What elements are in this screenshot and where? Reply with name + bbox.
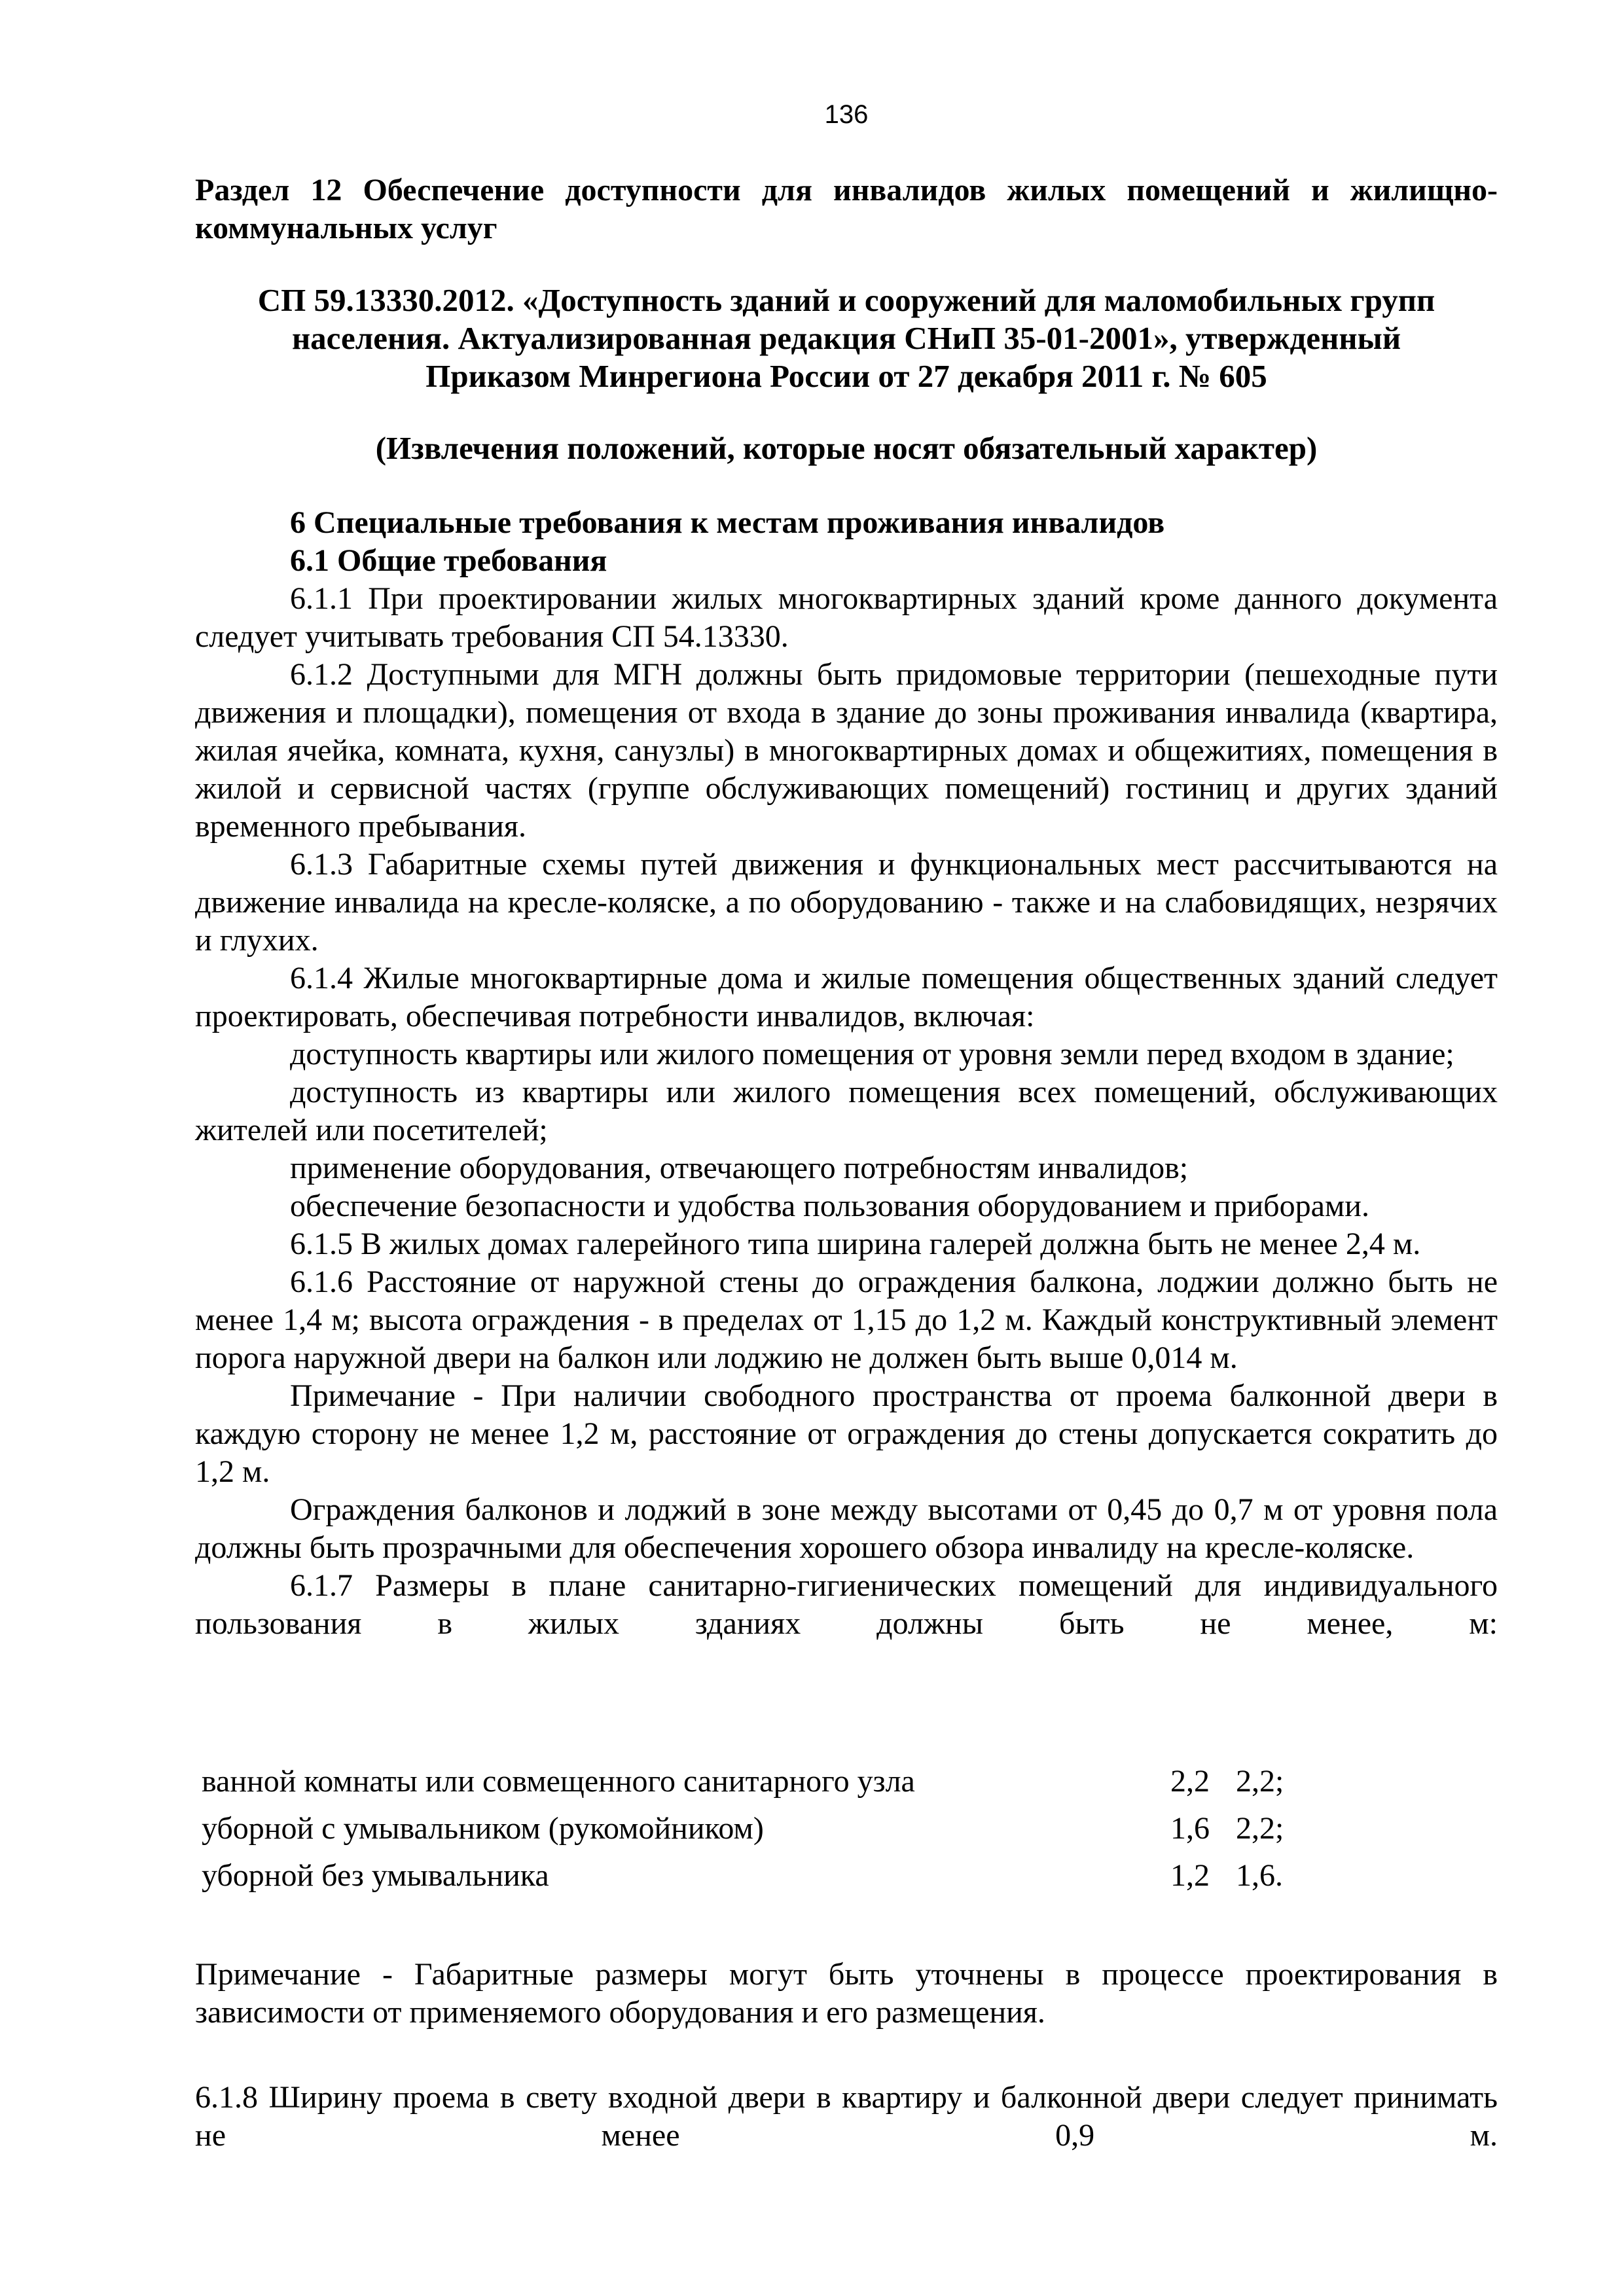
room-sizes-table [202,1758,1314,1899]
room-width-value: 1,2 [1170,1858,1210,1893]
table-row [202,1852,1314,1899]
paragraph-6-1-7: 6.1.7 Размеры в плане санитарно-гигиенических помещений для индивидуального пользования в жилых зданиях должны быть не менее, м: [195,1568,1498,1641]
sp-title-line: Приказом Минрегиона России от 27 декабря 2011 г. № 605 [425,358,1267,394]
paragraph-6-1-6: 6.1.6 Расстояние от наружной стены до ограждения балкона, лоджии должно быть не менее 1,4 м; высота ограждения - в пределах от 1,15 до 1,2 м. Каждый конструктивный элемент порога наружной двери на балкон или лоджию не должен быть выше 0,014 м. [195,1265,1498,1375]
body-text [195,504,1498,1643]
room-width-value: 1,6 [1170,1811,1210,1846]
paragraph-balcony-fences: Ограждения балконов и лоджий в зоне между высотами от 0,45 до 0,7 м от уровня пола должны быть прозрачными для обеспечения хорошего обзора инвалиду на кресле-коляске. [195,1492,1498,1565]
paragraph-6-1-4: 6.1.4 Жилые многоквартирные дома и жилые помещения общественных зданий следует проектировать, обеспечивая потребности инвалидов, включая: [195,961,1498,1033]
list-item-apartment-access: доступность квартиры или жилого помещения от уровня земли перед входом в здание; [290,1037,1454,1071]
paragraph-6-1-1: 6.1.1 При проектировании жилых многоквартирных зданий кроме данного документа следует учитывать требования СП 54.13330. [195,581,1498,654]
list-item-equipment: применение оборудования, отвечающего потребностям инвалидов; [290,1151,1189,1185]
list-item-safety: обеспечение безопасности и удобства пользования оборудованием и приборами. [290,1189,1369,1223]
room-type-label: ванной комнаты или совмещенного санитарного узла [202,1764,915,1799]
paragraph-6-1-3: 6.1.3 Габаритные схемы путей движения и функциональных мест рассчитываются на движение инвалида на кресле-коляске, а по оборудованию - также и на слабовидящих, незрячих и глухих. [195,847,1498,958]
list-item-rooms-access: доступность из квартиры или жилого помещения всех помещений, обслуживающих жителей или посетителей; [195,1075,1498,1147]
paragraph-6-1-8: 6.1.8 Ширину проема в свету входной двери в квартиру и балконной двери следует принимать не менее 0,9 м. [195,2080,1498,2153]
room-type-label: уборной без умывальника [202,1858,549,1893]
room-length-value: 2,2; [1236,1811,1284,1846]
sp-title [195,281,1498,395]
room-length-value: 2,2; [1236,1764,1284,1799]
note-dimensions: Примечание - Габаритные размеры могут быть уточнены в процессе проектирования в зависимости от применяемого оборудования и его размещения. [195,1957,1498,2030]
sp-title-line: СП 59.13330.2012. «Доступность зданий и сооружений для маломобильных групп [257,282,1435,318]
heading-section-6: 6 Специальные требования к местам проживания инвалидов [290,505,1165,540]
extract-note: (Извлечения положений, которые носят обязательный характер) [375,430,1318,466]
room-length-value: 1,6. [1236,1858,1283,1893]
paragraph-6-1-5: 6.1.5 В жилых домах галерейного типа ширина галерей должна быть не менее 2,4 м. [290,1227,1421,1261]
note-balcony-space: Примечание - При наличии свободного пространства от проема балконной двери в каждую сторону не менее 1,2 м, расстояние от ограждения до стены допускается сократить до 1,2 м. [195,1378,1498,1489]
page-number: 136 [824,100,869,129]
heading-subsection-6-1: 6.1 Общие требования [290,543,607,578]
sp-title-line: населения. Актуализированная редакция СНиП 35-01-2001», утвержденный [291,320,1401,356]
table-row [202,1758,1314,1805]
table-row [202,1805,1314,1852]
paragraph-6-1-2: 6.1.2 Доступными для МГН должны быть придомовые территории (пешеходные пути движения и площадки), помещения от входа в здание до зоны проживания инвалида (квартира, жилая ячейка, комната, кухня, санузлы) в многоквартирных домах и общежитиях, помещения в жилой и сервисной частях (группе обслуживающих помещений) гостиниц и других зданий временного пребывания. [195,657,1498,844]
document-page [195,0,1498,2296]
section-title: Раздел 12 Обеспечение доступности для инвалидов жилых помещений и жилищно-коммунальных услуг [195,173,1498,245]
room-width-value: 2,2 [1170,1764,1210,1799]
room-type-label: уборной с умывальником (рукомойником) [202,1811,764,1846]
